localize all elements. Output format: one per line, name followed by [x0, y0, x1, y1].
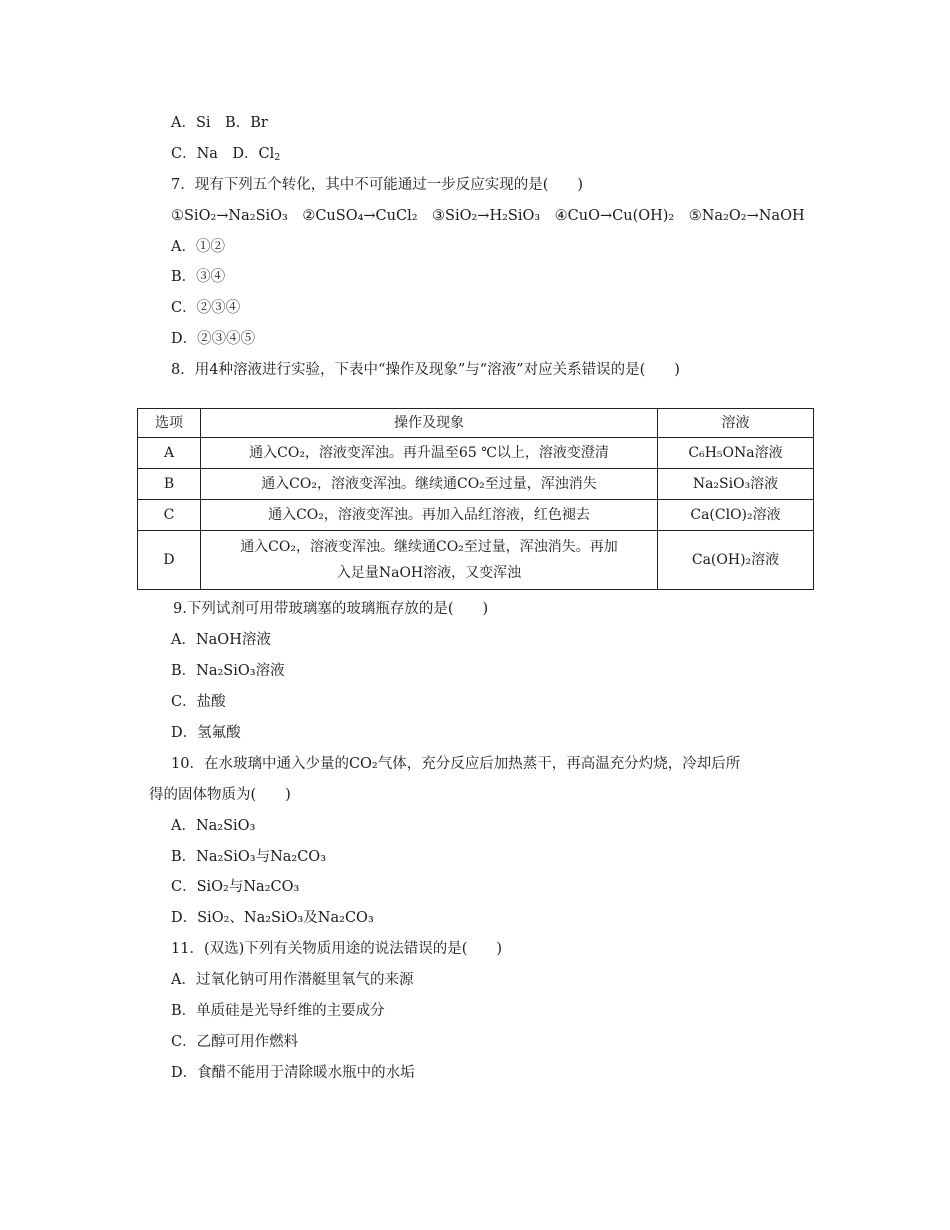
row-operation: [201, 531, 658, 590]
q9-option-c: C．盐酸: [171, 694, 226, 710]
header-option: 选项: [138, 409, 201, 438]
q8-table: [137, 408, 814, 590]
row-option: D: [138, 531, 201, 590]
q7-option-a: A．①②: [171, 239, 225, 255]
q10-option-d: D．SiO₂、Na₂SiO₃及Na₂CO₃: [171, 910, 374, 926]
q11-option-a: A．过氧化钠可用作潜艇里氧气的来源: [171, 972, 414, 988]
q10-option-b: B．Na₂SiO₃与Na₂CO₃: [171, 849, 327, 865]
q10-option-c: C．SiO₂与Na₂CO₃: [171, 879, 300, 895]
q7-option-c: C．②③④: [171, 300, 241, 316]
row-option: A: [138, 438, 201, 469]
table-header-row: [138, 409, 814, 438]
table-row: [138, 438, 814, 469]
row-operation: 通入CO₂，溶液变浑浊。继续通CO₂至过量，浑浊消失: [201, 469, 658, 500]
q6-options-row2-text: C．Na D．Cl: [171, 146, 275, 162]
q11-option-c: C．乙醇可用作燃料: [171, 1034, 299, 1050]
row-solution: Ca(ClO)₂溶液: [658, 500, 814, 531]
q11-stem: 11．(双选)下列有关物质用途的说法错误的是( ): [171, 941, 503, 957]
q8-stem: 8．用4种溶液进行实验，下表中“操作及现象”与“溶液”对应关系错误的是( ): [171, 362, 680, 378]
row-solution: C₆H₅ONa溶液: [658, 438, 814, 469]
row-operation-line1: 通入CO₂，溶液变浑浊。继续通CO₂至过量，浑浊消失。再加: [240, 539, 618, 555]
q6-subscript: 2: [274, 152, 281, 163]
q11-option-b: B．单质硅是光导纤维的主要成分: [171, 1003, 385, 1019]
q7-conversions: ①SiO₂→Na₂SiO₃ ②CuSO₄→CuCl₂ ③SiO₂→H₂SiO₃ ④CuO→Cu(OH)₂ ⑤Na₂O₂→NaOH: [171, 208, 805, 224]
row-solution: Ca(OH)₂溶液: [658, 531, 814, 590]
q6-options-row1: A．Si B．Br: [171, 115, 268, 131]
row-option: B: [138, 469, 201, 500]
row-operation: 通入CO₂，溶液变浑浊。再升温至65 ℃以上，溶液变澄清: [201, 438, 658, 469]
q11-option-d: D．食醋不能用于清除暖水瓶中的水垢: [171, 1065, 415, 1081]
q7-option-b: B．③④: [171, 269, 226, 285]
row-solution: Na₂SiO₃溶液: [658, 469, 814, 500]
header-solution: 溶液: [658, 409, 814, 438]
q9-option-b: B．Na₂SiO₃溶液: [171, 663, 285, 679]
table-row: [138, 500, 814, 531]
row-operation-line2: 入足量NaOH溶液，又变浑浊: [336, 565, 522, 581]
q7-option-d: D．②③④⑤: [171, 331, 256, 347]
q9-stem: 9.下列试剂可用带玻璃塞的玻璃瓶存放的是( ): [173, 601, 489, 617]
q6-options-row2: [171, 144, 280, 164]
table-row: [138, 469, 814, 500]
header-operation: 操作及现象: [201, 409, 658, 438]
q10-option-a: A．Na₂SiO₃: [171, 818, 256, 834]
row-option: C: [138, 500, 201, 531]
q7-stem: 7．现有下列五个转化，其中不可能通过一步反应实现的是( ): [171, 177, 584, 193]
q10-stem-line1: 10．在水玻璃中通入少量的CO₂气体，充分反应后加热蒸干，再高温充分灼烧，冷却后所: [171, 756, 741, 772]
q10-stem-line2: 得的固体物质为( ): [149, 787, 291, 803]
q9-option-a: A．NaOH溶液: [171, 632, 271, 648]
row-operation: 通入CO₂，溶液变浑浊。再加入品红溶液，红色褪去: [201, 500, 658, 531]
table-row: [138, 531, 814, 590]
q9-option-d: D．氢氟酸: [171, 725, 241, 741]
